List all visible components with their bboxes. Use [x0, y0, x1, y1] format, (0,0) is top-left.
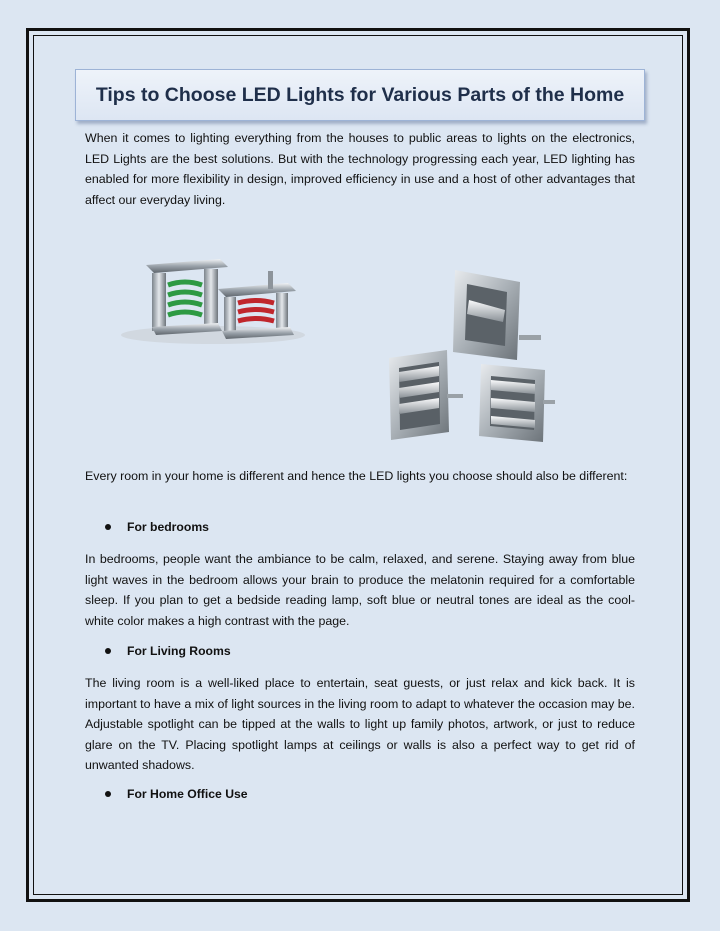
bullet-bedrooms [105, 520, 209, 534]
spring-isolator-image [118, 255, 308, 345]
bullet-label: For Home Office Use [127, 787, 248, 801]
bullet-label: For bedrooms [127, 520, 209, 534]
bullet-dot-icon [105, 524, 111, 530]
bedrooms-paragraph: In bedrooms, people want the ambiance to be calm, relaxed, and serene. Staying away from blue light waves in the bedroom allows your brain to produce the melatonin required for a comfortable sleep. If you plan to get a bedside reading lamp, soft blue or neutral tones are ideal as the cool-white color makes a high contrast with the page. [85, 552, 635, 628]
bullet-living-rooms [105, 644, 231, 658]
bullet-label: For Living Rooms [127, 644, 231, 658]
title-banner [75, 69, 645, 121]
page-title: Tips to Choose LED Lights for Various Parts of the Home [95, 83, 625, 106]
bullet-dot-icon [105, 648, 111, 654]
bullet-home-office [105, 787, 248, 801]
living-rooms-paragraph: The living room is a well-liked place to entertain, seat guests, or just relax and kick back. It is important to have a mix of light sources in the living room to adapt to whatever the occasion may be. Adjustable spotlight can be tipped at the walls to light up family photos, artwork, or just to reduce glare on the TV. Placing spotlight lamps at ceilings or walls is also a perfect way to get rid of unwanted shadows. [85, 676, 635, 772]
bullet-dot-icon [105, 791, 111, 797]
room-intro-paragraph: Every room in your home is different and hence the LED lights you choose should also be different: [85, 469, 628, 483]
intro-paragraph: When it comes to lighting everything from the houses to public areas to lights on the electronics, LED Lights are the best solutions. But with the technology progressing each year, LED lighting has enabled for more flexibility in design, improved efficiency in use and a host of other advantages that affect our everyday living. [85, 131, 635, 207]
steel-damper-image [385, 260, 555, 445]
